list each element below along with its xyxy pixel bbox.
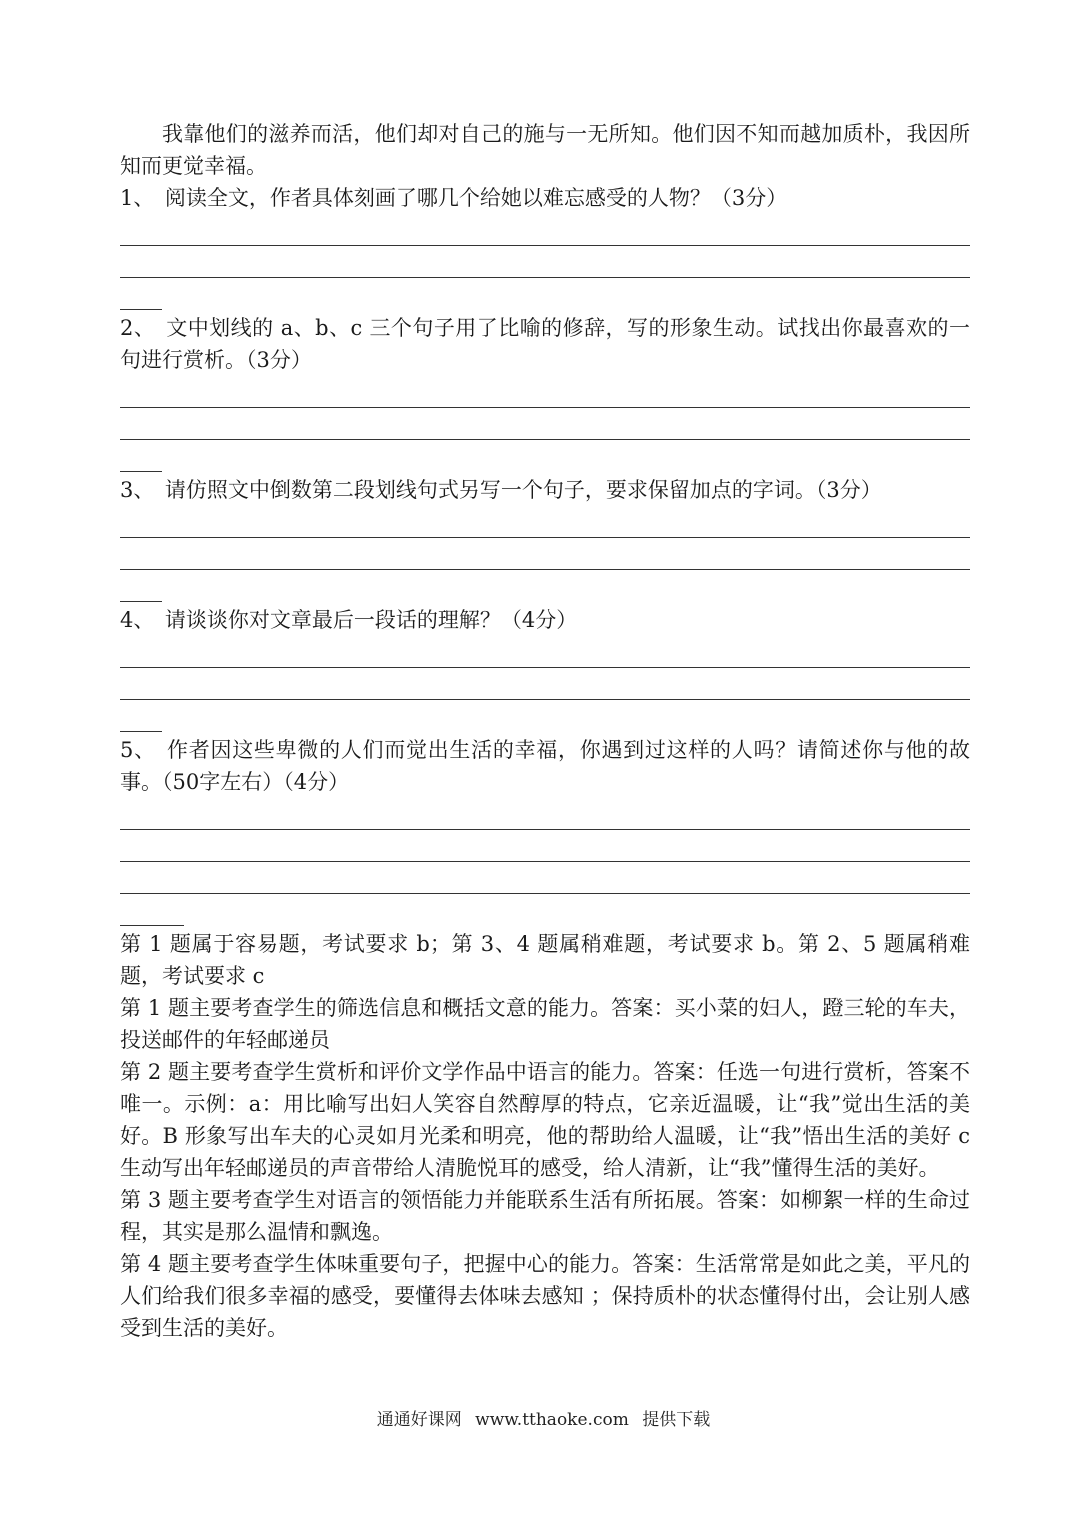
question-5: 5、 作者因这些卑微的人们而觉出生活的幸福，你遇到过这样的人吗？请简述你与他的故事。（50字左右）（4分） bbox=[120, 738, 970, 794]
answer-line bbox=[120, 538, 970, 570]
question-1: 1、 阅读全文，作者具体刻画了哪几个给她以难忘感受的人物？（3分） bbox=[120, 186, 788, 210]
answer-lines-1 bbox=[120, 214, 970, 310]
answer-line bbox=[120, 798, 970, 830]
answer-line bbox=[120, 376, 970, 408]
question-3: 3、 请仿照文中倒数第二段划线句式另写一个句子，要求保留加点的字词。（3分） bbox=[120, 478, 882, 502]
answer-line bbox=[120, 506, 970, 538]
answer-line bbox=[120, 862, 970, 894]
intro-paragraph: 我靠他们的滋养而活，他们却对自己的施与一无所知。他们因不知而越加质朴，我因所知而更觉幸福。 bbox=[120, 122, 970, 178]
question-2: 2、 文中划线的 a、b、c 三个句子用了比喻的修辞，写的形象生动。试找出你最喜欢的一句进行赏析。（3分） bbox=[120, 316, 970, 372]
answer-key bbox=[120, 928, 970, 1344]
answer-key-item: 第 2 题主要考查学生赏析和评价文学作品中语言的能力。答案：任选一句进行赏析，答案不唯一。示例：a：用比喻写出妇人笑容自然醇厚的特点，它亲近温暖，让“我”觉出生活的美好。B 形象写出车夫的心灵如月光柔和明亮，他的帮助给人温暖，让“我”悟出生活的美好 c 生动写出年轻邮递员的声音带给人清脆悦耳的感受，给人清新，让“我”懂得生活的美好。 bbox=[120, 1060, 970, 1180]
answer-key-item: 第 4 题主要考查学生体味重要句子，把握中心的能力。答案：生活常常是如此之美，平凡的人们给我们很多幸福的感受，要懂得去体味去感知 ；保持质朴的状态懂得付出，会让别人感受到生活的美好。 bbox=[120, 1252, 970, 1340]
footer-site-name: 通通好课网 bbox=[376, 1410, 462, 1430]
page-footer bbox=[0, 1405, 1087, 1430]
answer-line bbox=[120, 636, 970, 668]
answer-lines-2 bbox=[120, 376, 970, 472]
answer-line-stub bbox=[120, 278, 162, 310]
answer-line-stub bbox=[120, 570, 162, 602]
answer-lines-3 bbox=[120, 506, 970, 602]
answer-line bbox=[120, 830, 970, 862]
question-4: 4、 请谈谈你对文章最后一段话的理解？（4分） bbox=[120, 608, 578, 632]
answer-line bbox=[120, 408, 970, 440]
footer-url[interactable]: www.tthaoke.com bbox=[475, 1410, 629, 1430]
answer-key-item: 第 1 题主要考查学生的筛选信息和概括文意的能力。答案：买小菜的妇人，蹬三轮的车夫，投送邮件的年轻邮递员 bbox=[120, 996, 970, 1052]
answer-key-item: 第 1 题属于容易题，考试要求 b；第 3、4 题属稍难题，考试要求 b。第 2、5 题属稍难题，考试要求 c bbox=[120, 932, 970, 988]
answer-line bbox=[120, 668, 970, 700]
answer-line bbox=[120, 214, 970, 246]
answer-lines-4 bbox=[120, 636, 970, 732]
footer-suffix: 提供下载 bbox=[642, 1410, 711, 1430]
answer-line-stub bbox=[120, 440, 162, 472]
answer-lines-5 bbox=[120, 798, 970, 926]
answer-key-item: 第 3 题主要考查学生对语言的领悟能力并能联系生活有所拓展。答案：如柳絮一样的生命过程，其实是那么温情和飘逸。 bbox=[120, 1188, 970, 1244]
answer-line-stub bbox=[120, 894, 184, 926]
answer-line-stub bbox=[120, 700, 162, 732]
worksheet-page bbox=[120, 118, 970, 1344]
answer-line bbox=[120, 246, 970, 278]
